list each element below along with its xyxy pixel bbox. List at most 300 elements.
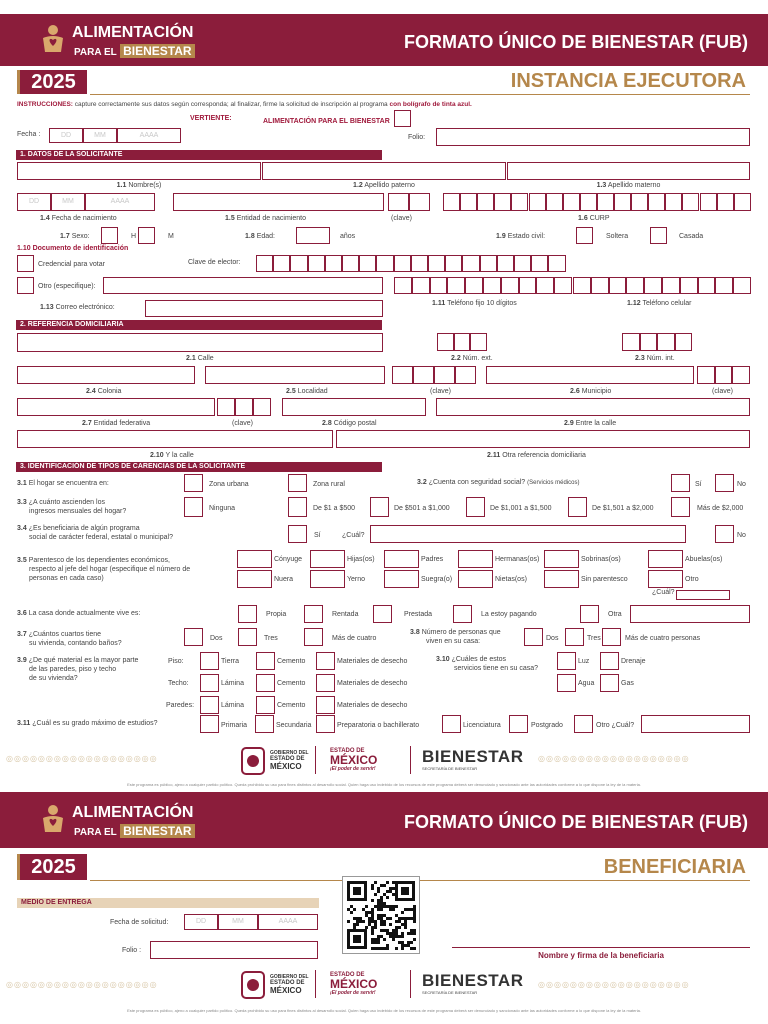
tel-cel-cell-1[interactable] (573, 277, 591, 294)
curp-cell-8[interactable] (563, 193, 580, 211)
elector-cell-9[interactable] (394, 255, 411, 272)
label-2-2: 2.2 Núm. ext. (451, 355, 493, 362)
secundaria-checkbox[interactable] (255, 715, 274, 733)
q3-6: 3.6 La casa donde actualmente vive es: (17, 610, 141, 617)
label-2-5: 2.5 Localidad (286, 388, 328, 395)
curp-cell-1[interactable] (443, 193, 460, 211)
personas-dos-checkbox[interactable] (524, 628, 543, 646)
tel-fijo-cell-4[interactable] (447, 277, 465, 294)
elector-cell-18[interactable] (548, 255, 565, 272)
apellido-materno-input[interactable] (507, 162, 750, 180)
curp-cell-5[interactable] (511, 193, 528, 211)
casa-otra-input[interactable] (630, 605, 750, 623)
q3-5: 3.5 Parentesco de los dependientes económicos, respecto al jefe del hogar (especifique el número de personas en cada caso) (17, 557, 191, 582)
parentesco-otro-input[interactable] (648, 570, 683, 588)
entidad-clave-1[interactable] (388, 193, 409, 211)
brand-line1-b: ALIMENTACIÓN (72, 804, 194, 821)
tel-cel-cell-8[interactable] (698, 277, 716, 294)
parentesco-sobrinas-input[interactable] (544, 550, 579, 568)
parentesco-suegra-input[interactable] (384, 570, 419, 588)
tel-fijo-cell-5[interactable] (465, 277, 483, 294)
tel-fijo-cell-1[interactable] (394, 277, 412, 294)
material-piso-cemento-label: Cemento (277, 658, 306, 665)
hand-heart-icon (40, 24, 66, 54)
material-paredes-lamina-checkbox[interactable] (200, 696, 219, 714)
curp-cell-18[interactable] (734, 193, 751, 211)
lic-checkbox[interactable] (442, 715, 461, 733)
ingreso-r1-label: De $1 a $500 (313, 505, 356, 512)
cuartos-mas-label: Más de cuatro (332, 635, 377, 642)
tel-fijo-cell-7[interactable] (501, 277, 519, 294)
elector-cell-13[interactable] (462, 255, 479, 272)
material-techo-cemento-label: Cemento (277, 680, 306, 687)
calle-input[interactable] (17, 333, 383, 352)
q3-4: 3.4 ¿Es beneficiaria de algún programa social de carácter federal, estatal o municipal? (17, 525, 173, 541)
seguridad-no-label: No (737, 481, 746, 488)
instructions-label: INSTRUCCIONES: (17, 101, 73, 108)
label-1-4: 1.4 Fecha de nacimiento (40, 215, 117, 222)
sexo-h-label: H (131, 233, 137, 240)
label-1-1: 1.1 Nombre(s) (116, 182, 162, 189)
cuartos-tres-checkbox[interactable] (238, 628, 257, 646)
programa-no-label: No (737, 532, 746, 539)
gas-label: Gas (621, 680, 634, 687)
sexo-m-checkbox[interactable] (138, 227, 155, 244)
elector-cell-4[interactable] (308, 255, 325, 272)
curp-cell-3[interactable] (477, 193, 494, 211)
material-paredes-label: Paredes: (166, 702, 195, 709)
codigo-postal-input[interactable] (282, 398, 426, 416)
curp-cell-11[interactable] (614, 193, 631, 211)
firma-line (452, 947, 750, 948)
ingreso-r5-label: Más de $2,000 (697, 505, 744, 512)
parentesco-hijas-input[interactable] (310, 550, 345, 568)
primaria-checkbox[interactable] (200, 715, 219, 733)
casa-pagando-checkbox[interactable] (453, 605, 472, 623)
parentesco-padres-input[interactable] (384, 550, 419, 568)
programa-cual-label: ¿Cuál? (342, 532, 365, 539)
agua-label: Agua (578, 680, 595, 687)
parentesco-cual-input[interactable] (676, 590, 730, 600)
curp-cell-15[interactable] (682, 193, 699, 211)
footer-logos-2 (240, 968, 530, 1002)
drenaje-label: Drenaje (621, 658, 646, 665)
material-piso-tierra-checkbox[interactable] (200, 652, 219, 670)
elector-cell-3[interactable] (290, 255, 307, 272)
instructions-text: capture correctamente sus datos según corresponda; al finalizar, firme la solicitud de inscripción al programa (72, 101, 390, 108)
apellido-paterno-input[interactable] (262, 162, 506, 180)
parentesco-conyuge-input[interactable] (237, 550, 272, 568)
soltera-label: Soltera (606, 233, 629, 240)
curp-cell-4[interactable] (494, 193, 511, 211)
tel-cel-cell-6[interactable] (662, 277, 680, 294)
edomex-text: ESTADO DE MÉXICO ¡El poder de servir! (330, 748, 378, 772)
otro-doc-input[interactable] (103, 277, 383, 294)
label-2-3: 2.3 Núm. int. (635, 355, 675, 362)
label-clave-2-6: (clave) (712, 388, 734, 395)
edomex-text-2: ESTADO DE MÉXICO ¡El poder de servir! (330, 972, 378, 996)
brand-line2 (74, 44, 195, 58)
zona-urbana-checkbox[interactable] (184, 474, 203, 492)
deco-left-1: ◎◎◎◎◎◎◎◎◎◎◎◎◎◎◎◎◎◎◎ (6, 754, 158, 763)
personas-tres-checkbox[interactable] (565, 628, 584, 646)
material-paredes-lamina-label: Lámina (221, 702, 244, 709)
parentesco-hijas-label: Hijas(os) (347, 556, 375, 563)
folio-label: Folio: (408, 134, 426, 141)
casa-propia-checkbox[interactable] (238, 605, 257, 623)
entidad-clave-cell-1[interactable] (217, 398, 235, 416)
label-1-2: 1.2 Apellido paterno (353, 182, 415, 189)
localidad-clave-cell-3[interactable] (434, 366, 455, 384)
localidad-clave-cell-1[interactable] (392, 366, 413, 384)
vertiente-label: VERTIENTE: (190, 115, 232, 122)
ingreso-r3-label: De $1,001 a $1,500 (490, 505, 552, 512)
tel-fijo-cell-6[interactable] (483, 277, 501, 294)
ingreso-ninguna-label: Ninguna (209, 505, 236, 512)
curp-cell-7[interactable] (546, 193, 563, 211)
programa-cual-input[interactable] (370, 525, 686, 543)
ingreso-r4-checkbox[interactable] (568, 497, 587, 517)
vertiente-checkbox[interactable] (394, 110, 411, 127)
label-1-5: 1.5 Entidad de nacimiento (225, 215, 306, 222)
num-int-cell-2[interactable] (640, 333, 658, 351)
brand-line2-b: PARA EL BIENESTAR (74, 824, 195, 838)
tel-cel-cell-7[interactable] (680, 277, 698, 294)
personas-mas-checkbox[interactable] (602, 628, 621, 646)
casa-rentada-checkbox[interactable] (304, 605, 323, 623)
material-techo-cemento-checkbox[interactable] (256, 674, 275, 692)
num-int-cell-3[interactable] (657, 333, 675, 351)
divider-3 (315, 970, 316, 998)
primaria-label: Primaria (221, 722, 248, 729)
legal-text-1: Este programa es público, ajeno a cualquier partido político. Queda prohibido su uso para fines distintos al desarrollo social. Quien haga uso indebido de los recursos de este programa deberá ser denunciado y sancionado ante las autoridades conforme a lo que dispone la ley de la materia. (127, 782, 641, 787)
parentesco-nietas-label: Nietas(os) (495, 576, 527, 583)
parentesco-conyuge-label: Cónyuge (274, 556, 303, 563)
section1-title: 1. DATOS DE LA SOLICITANTE (16, 150, 382, 160)
material-piso-tierra-label: Tierra (221, 658, 240, 665)
zona-rural-checkbox[interactable] (288, 474, 307, 492)
gold-rule (90, 94, 750, 95)
q3-11: 3.11 ¿Cuál es su grado máximo de estudios? (17, 720, 158, 727)
entidad-clave-cell-2[interactable] (235, 398, 253, 416)
parentesco-nuera-input[interactable] (237, 570, 272, 588)
folio-label-b: Folio : (122, 947, 142, 954)
fecha-aaaa[interactable]: AAAA (117, 128, 181, 143)
ingreso-r4-label: De $1,501 a $2,000 (592, 505, 654, 512)
label-2-4: 2.4 Colonia (86, 388, 122, 395)
num-ext-cell-2[interactable] (454, 333, 471, 351)
prepa-checkbox[interactable] (316, 715, 335, 733)
elector-cell-10[interactable] (411, 255, 428, 272)
num-ext-cell-1[interactable] (437, 333, 454, 351)
material-piso-desecho-label: Materiales de desecho (337, 658, 408, 665)
parentesco-yerno-input[interactable] (310, 570, 345, 588)
cuartos-dos-checkbox[interactable] (184, 628, 203, 646)
colonia-input[interactable] (17, 366, 195, 384)
label-2-8: 2.8 Código postal (322, 420, 377, 427)
otro-doc-checkbox[interactable] (17, 277, 34, 294)
num-int-cell-1[interactable] (622, 333, 640, 351)
bienestar-logo-2: BIENESTAR SECRETARÍA DE BIENESTAR (422, 971, 524, 995)
tel-cel-cell-5[interactable] (644, 277, 662, 294)
entidad-clave-2[interactable] (409, 193, 430, 211)
ingreso-r2-checkbox[interactable] (370, 497, 389, 517)
parentesco-sinparentesco-label: Sin parentesco (581, 576, 628, 583)
municipio-clave-cell-2[interactable] (715, 366, 733, 384)
elector-cell-14[interactable] (480, 255, 497, 272)
elector-cell-12[interactable] (445, 255, 462, 272)
casa-propia-label: Propia (266, 611, 287, 618)
credencial-checkbox[interactable] (17, 255, 34, 272)
label-1-3: 1.3 Apellido materno (596, 182, 661, 189)
fecha-solicitud-label: Fecha de solicitud: (110, 919, 169, 926)
num-int-cell-4[interactable] (675, 333, 693, 351)
solicitud-aaaa[interactable]: AAAA (258, 914, 318, 930)
estudios-otro-input[interactable] (641, 715, 750, 733)
tel-fijo-cell-9[interactable] (536, 277, 554, 294)
parentesco-hermanas-label: Hermanas(os) (495, 556, 540, 563)
material-piso-cemento-checkbox[interactable] (256, 652, 275, 670)
material-techo-lamina-checkbox[interactable] (200, 674, 219, 692)
seguridad-si-label: Sí (695, 481, 702, 488)
parentesco-hermanas-input[interactable] (458, 550, 493, 568)
luz-checkbox[interactable] (557, 652, 576, 670)
curp-cell-9[interactable] (580, 193, 597, 211)
gas-checkbox[interactable] (600, 674, 619, 692)
material-piso-desecho-checkbox[interactable] (316, 652, 335, 670)
tel-cel-cell-10[interactable] (733, 277, 751, 294)
elector-cell-17[interactable] (531, 255, 548, 272)
casa-prestada-checkbox[interactable] (373, 605, 392, 623)
casa-prestada-label: Prestada (404, 611, 433, 618)
material-paredes-cemento-label: Cemento (277, 702, 306, 709)
fecha-dd[interactable]: DD (49, 128, 83, 143)
programa-si-checkbox[interactable] (288, 525, 307, 543)
qr-code-icon (343, 877, 419, 953)
parentesco-sobrinas-label: Sobrinas(os) (581, 556, 621, 563)
municipio-clave-cell-3[interactable] (732, 366, 750, 384)
material-paredes-desecho-checkbox[interactable] (316, 696, 335, 714)
zona-urbana-label: Zona urbana (209, 481, 249, 488)
elector-cell-16[interactable] (514, 255, 531, 272)
q3-3: 3.3 ¿A cuánto ascienden los ingresos mensuales del hogar? (17, 499, 127, 515)
personas-mas-label: Más de cuatro personas (625, 635, 701, 642)
otra-referencia-input[interactable] (336, 430, 750, 448)
q3-8: 3.8 Número de personas que viven en su casa: (410, 629, 501, 645)
elector-cell-15[interactable] (497, 255, 514, 272)
personas-dos-label: Dos (546, 635, 559, 642)
tel-fijo-cell-2[interactable] (412, 277, 430, 294)
tel-cel-cell-2[interactable] (591, 277, 609, 294)
material-paredes-cemento-checkbox[interactable] (256, 696, 275, 714)
folio-input[interactable] (436, 128, 750, 146)
solicitud-mm[interactable]: MM (218, 914, 258, 930)
elector-cell-11[interactable] (428, 255, 445, 272)
otro-doc-label: Otro (especifique): (38, 283, 96, 290)
nacimiento-dd[interactable]: DD (17, 193, 51, 211)
divider-4 (410, 970, 411, 998)
tel-fijo-cell-8[interactable] (519, 277, 537, 294)
entre-calle-input[interactable] (436, 398, 750, 416)
luz-label: Luz (578, 658, 590, 665)
municipio-clave-cell-1[interactable] (697, 366, 715, 384)
label-2-10: 2.10 Y la calle (150, 452, 194, 459)
elector-cell-8[interactable] (376, 255, 393, 272)
brand-line2b: BIENESTAR (120, 44, 194, 58)
tel-cel-cell-4[interactable] (626, 277, 644, 294)
ingreso-ninguna-checkbox[interactable] (184, 497, 203, 517)
secundaria-label: Secundaria (276, 722, 312, 729)
form-title-b: FORMATO ÚNICO DE BIENESTAR (FUB) (404, 812, 748, 832)
solicitud-dd[interactable]: DD (184, 914, 218, 930)
nacimiento-aaaa[interactable]: AAAA (85, 193, 155, 211)
ingreso-r5-checkbox[interactable] (671, 497, 690, 517)
q3-2: 3.2 ¿Cuenta con seguridad social? (Servicios médicos) (417, 479, 580, 486)
casada-checkbox[interactable] (650, 227, 667, 244)
cuartos-mas-checkbox[interactable] (304, 628, 323, 646)
ingreso-r3-checkbox[interactable] (466, 497, 485, 517)
tel-cel-cell-9[interactable] (715, 277, 733, 294)
entidad-clave-cell-3[interactable] (253, 398, 271, 416)
elector-cell-1[interactable] (256, 255, 273, 272)
cuartos-tres-label: Tres (264, 635, 278, 642)
q3-7: 3.7 ¿Cuántos cuartos tiene su vivienda, contando baños? (17, 631, 122, 647)
label-1-7: 1.7 Sexo: (60, 233, 90, 240)
parentesco-nuera-label: Nuera (274, 576, 294, 583)
label-1-10: 1.10 Documento de identificación (17, 245, 129, 252)
casa-otra-label: Otra (608, 611, 622, 618)
entidad-federativa-input[interactable] (17, 398, 215, 416)
parentesco-abuelas-label: Abuelas(os) (685, 556, 723, 563)
cuartos-dos-label: Dos (210, 635, 223, 642)
parentesco-abuelas-input[interactable] (648, 550, 683, 568)
curp-cell-14[interactable] (665, 193, 682, 211)
seal-icon (240, 970, 266, 1000)
nombre-input[interactable] (17, 162, 261, 180)
material-paredes-desecho-label: Materiales de desecho (337, 702, 408, 709)
nacimiento-mm[interactable]: MM (51, 193, 85, 211)
gob-text-2: GOBIERNO DEL ESTADO DE MÉXICO (270, 974, 309, 995)
localidad-clave-cell-4[interactable] (455, 366, 476, 384)
section2-title: 2. REFERENCIA DOMICILIARIA (16, 320, 382, 330)
y-calle-input[interactable] (17, 430, 333, 448)
agua-checkbox[interactable] (557, 674, 576, 692)
tel-fijo-cell-3[interactable] (430, 277, 448, 294)
municipio-input[interactable] (486, 366, 694, 384)
instructions (17, 100, 472, 109)
elector-cell-2[interactable] (273, 255, 290, 272)
edad-input[interactable] (296, 227, 330, 244)
ingreso-r2-label: De $501 a $1,000 (394, 505, 450, 512)
localidad-clave-cell-2[interactable] (413, 366, 434, 384)
label-2-1: 2.1 Calle (186, 355, 214, 362)
folio-input-b[interactable] (150, 941, 318, 959)
fecha-mm[interactable]: MM (83, 128, 117, 143)
curp-cell-12[interactable] (631, 193, 648, 211)
instancia-title: INSTANCIA EJECUTORA (510, 70, 746, 92)
year-badge: 2025 (17, 70, 87, 94)
legal-text-2: Este programa es público, ajeno a cualquier partido político. Queda prohibido su uso para fines distintos al desarrollo social. Quien haga uso indebido de los recursos de este programa deberá ser denunciado y sancionado ante las autoridades conforme a lo que dispone la ley de la materia. (127, 1008, 641, 1013)
estudios-otro-label: Otro ¿Cuál? (596, 722, 635, 729)
curp-cell-16[interactable] (700, 193, 717, 211)
elector-cell-7[interactable] (359, 255, 376, 272)
label-clave-2-7: (clave) (232, 420, 254, 427)
deco-right-1: ◎◎◎◎◎◎◎◎◎◎◎◎◎◎◎◎◎◎◎ (538, 754, 690, 763)
tel-fijo-cell-10[interactable] (554, 277, 572, 294)
entidad-nacimiento-input[interactable] (173, 193, 384, 211)
programa-no-checkbox[interactable] (715, 525, 734, 543)
curp-cell-6[interactable] (529, 193, 546, 211)
drenaje-checkbox[interactable] (600, 652, 619, 670)
material-techo-desecho-checkbox[interactable] (316, 674, 335, 692)
curp-cell-17[interactable] (717, 193, 734, 211)
fecha-label: Fecha : (17, 131, 41, 138)
bienestar-logo: BIENESTAR SECRETARÍA DE BIENESTAR (422, 747, 524, 771)
deco-left-2: ◎◎◎◎◎◎◎◎◎◎◎◎◎◎◎◎◎◎◎ (6, 980, 158, 989)
label-2-7: 2.7 Entidad federativa (82, 420, 151, 427)
casa-otra-checkbox[interactable] (580, 605, 599, 623)
casada-label: Casada (679, 233, 704, 240)
programa-si-label: Sí (314, 532, 321, 539)
seguridad-si-checkbox[interactable] (671, 474, 690, 492)
material-piso-label: Piso: (168, 658, 184, 665)
elector-cell-6[interactable] (342, 255, 359, 272)
correo-input[interactable] (145, 300, 383, 317)
elector-cell-5[interactable] (325, 255, 342, 272)
clave-elector-label: Clave de elector: (188, 259, 241, 266)
localidad-input[interactable] (205, 366, 385, 384)
gold-rule-b (90, 880, 750, 881)
num-ext-cell-3[interactable] (470, 333, 487, 351)
gob-text: GOBIERNO DEL ESTADO DE MÉXICO (270, 750, 309, 771)
parentesco-cual-label: ¿Cuál? (652, 589, 675, 596)
seguridad-no-checkbox[interactable] (715, 474, 734, 492)
posgrado-checkbox[interactable] (509, 715, 528, 733)
credencial-label: Credencial para votar (38, 261, 105, 268)
material-techo-label: Techo: (168, 680, 189, 687)
hand-heart-icon (40, 804, 66, 834)
parentesco-padres-label: Padres (421, 556, 444, 563)
vertiente-value: ALIMENTACIÓN PARA EL BIENESTAR (263, 118, 390, 125)
soltera-checkbox[interactable] (576, 227, 593, 244)
q3-10: 3.10 ¿Cuáles de estos servicios tiene en su casa? (436, 656, 539, 672)
material-techo-lamina-label: Lámina (221, 680, 244, 687)
estudios-otro-checkbox[interactable] (574, 715, 593, 733)
casa-pagando-label: La estoy pagando (481, 611, 537, 618)
curp-cell-10[interactable] (597, 193, 614, 211)
sexo-m-label: M (168, 233, 174, 240)
label-1-8: 1.8 Edad: (245, 233, 275, 240)
parentesco-nietas-input[interactable] (458, 570, 493, 588)
parentesco-otro-label: Otro (685, 576, 699, 583)
ingreso-r1-checkbox[interactable] (288, 497, 307, 517)
beneficiaria-title: BENEFICIARIA (603, 856, 746, 878)
header-band-top (0, 14, 768, 66)
tel-cel-cell-3[interactable] (609, 277, 627, 294)
label-2-6: 2.6 Municipio (570, 388, 612, 395)
parentesco-sinparentesco-input[interactable] (544, 570, 579, 588)
label-1-11: 1.11 Teléfono fijo 10 dígitos (432, 300, 517, 307)
label-2-9: 2.9 Entre la calle (564, 420, 617, 427)
instructions-bold: con bolígrafo de tinta azul. (389, 101, 472, 108)
q3-1: 3.1 El hogar se encuentra en: (17, 480, 109, 487)
personas-tres-label: Tres (587, 635, 601, 642)
lic-label: Licenciatura (463, 722, 501, 729)
sexo-h-checkbox[interactable] (101, 227, 118, 244)
deco-right-2: ◎◎◎◎◎◎◎◎◎◎◎◎◎◎◎◎◎◎◎ (538, 980, 690, 989)
curp-cell-13[interactable] (648, 193, 665, 211)
curp-cell-2[interactable] (460, 193, 477, 211)
